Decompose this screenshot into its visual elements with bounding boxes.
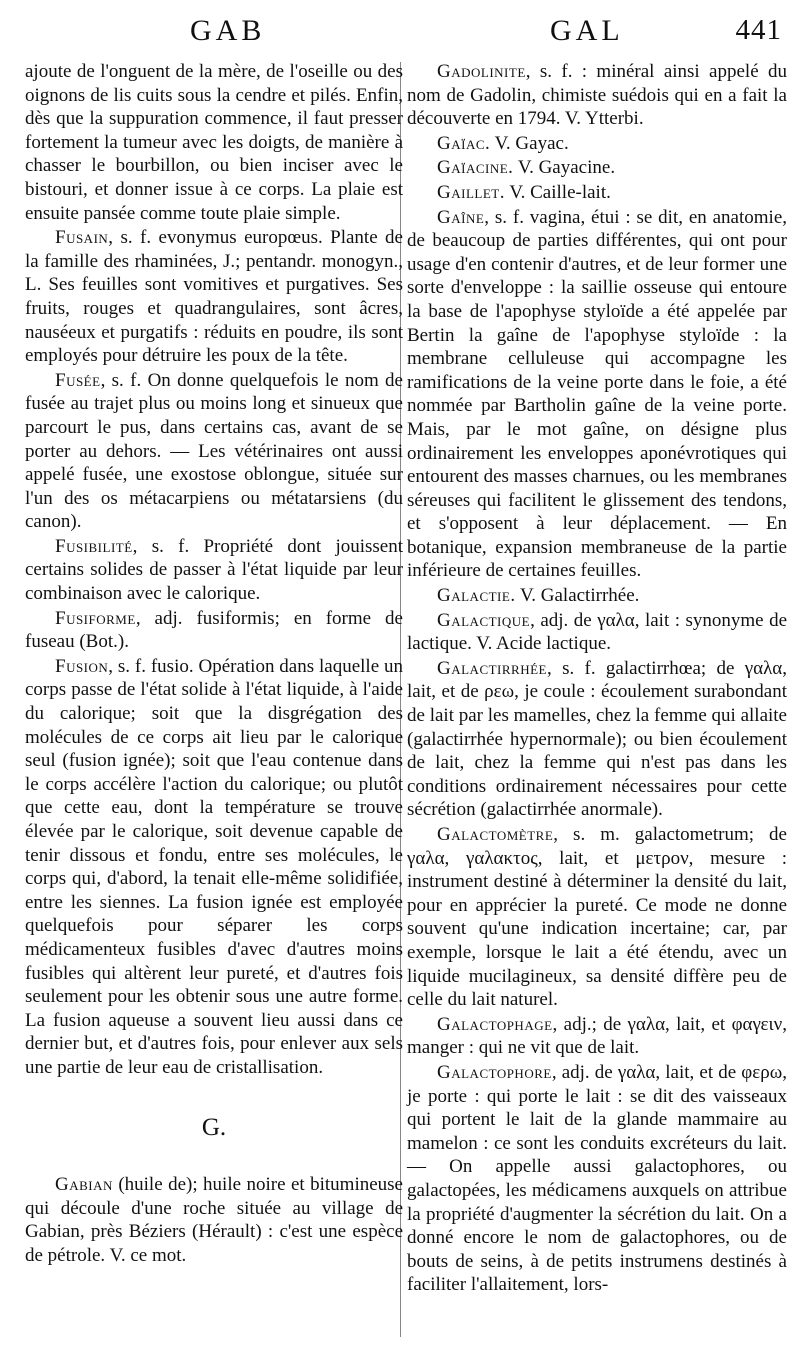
continued-text: ajoute de l'onguent de la mère, de l'oseille ou des oignons de lis cuits sous la cendre et pilés. Enfin, dès que la suppuration commence, il faut presser fortement la tumeur avec les doigts, de manière à chasser le bourbillon, ou bien inciser avec le bistouri, et donner issue à ce corps. La plaie est ensuite pansée comme toute plaie simple.: [25, 61, 403, 224]
headword: Galactomètre: [437, 824, 554, 845]
definition: , adj. de γαλα, lait : synonyme de lactique. V. Acide lactique.: [407, 609, 787, 655]
entry-galactometre: [407, 823, 787, 1012]
definition: , adj. fusiformis; en forme de fuseau (Bot.).: [25, 607, 403, 653]
definition: , adj. de γαλα, lait, et de φερω, je porte : qui porte le lait : se dit des vaisseaux qui portent le lait de la glande mammaire au mamelon : ce sont les conduits excréteurs du lait. — On appelle aussi galactophores, ou galactopées, les médicamens auxquels on attribue la propriété d'augmenter la sécrétion du lait. On a donné encore le nom de galactophores, ou de bouts de seins, à de petits instrumens destinés à faciliter l'allaitement, lors-: [407, 1061, 787, 1296]
definition: , s. f. : minéral ainsi appelé du nom de Gadolin, chimiste suédois qui en a fait la découverte en 1794. V. Ytterbi.: [407, 61, 787, 130]
running-header: [30, 14, 782, 58]
headword: Galactirrhée: [437, 657, 547, 679]
headword: Fusion: [55, 655, 109, 677]
left-column: [25, 60, 403, 1268]
definition: , s. f. fusio. Opération dans laquelle un corps passe de l'état solide à l'état liquide, à l'aide du calorique; soit que la disgrégation des molécules de ce corps ait lieu par le calorique seul (fusion ignée); soit que l'eau contenue dans le corps accélère l'action du calorique; ou plutôt que cette eau, dont la température se trouve élevée par le calorique, soit devenue capable de tenir dissous et fondu, entre ses molécules, le corps qui, d'abord, la tenait elle-même solidifiée, entre les siennes. La fusion ignée est employée quelquefois pour séparer les corps médicamenteux fusibles d'avec d'autres moins fusibles qui altèrent leur pureté, et d'autres fois seulement pour les obtenir sous une autre forme. La fusion aqueuse a souvent lieu aussi dans ce dernier but, et d'autres fois, pour enlever aux sels une partie de leur eau de cristallisation.: [25, 655, 403, 1078]
definition: V. Gayac.: [490, 132, 569, 154]
entry-gabian: [25, 1173, 403, 1267]
definition: V. Galactirrhée.: [515, 585, 640, 607]
entry-gaine: [407, 206, 787, 584]
definition: , s. f. galactirrhœa; de γαλα, lait, et de ρεω, je coule : écoulement surabondant de lait par les mamelles, chez la femme qui allaite (galactirrhée hypernormale); ou bien écoulement de lait, chez la femme qui n'est pas dans les conditions ordinairement nécessaires pour cette sécrétion (galactirrhée anormale).: [407, 657, 787, 821]
definition: V. Gayacine.: [513, 157, 616, 179]
headword: Gaillet.: [437, 181, 505, 203]
entry-galactique: [407, 609, 787, 656]
entry-galactophage: [407, 1013, 787, 1060]
entry-gadolinite: [407, 60, 787, 131]
definition: (huile de); huile noire et bitumineuse qui découle d'une roche située au village de Gabian, près Béziers (Hérault) : c'est une espèce de pétrole. V. ce mot.: [25, 1174, 403, 1266]
entry-galactophore: [407, 1061, 787, 1297]
headword: Fusain: [55, 227, 109, 249]
entry-galactie: [407, 584, 787, 608]
definition: , s. f. Propriété dont jouissent certains solides de passer à l'état liquide par leur combinaison avec le calorique.: [25, 535, 403, 605]
page-number: 441: [735, 14, 782, 46]
headword: Fusibilité: [55, 535, 133, 557]
headword: Gaïacine.: [437, 157, 514, 179]
headword: Galactie.: [437, 585, 516, 607]
entry-fusibilite: [25, 535, 403, 606]
entry-galactirrhee: [407, 657, 787, 822]
entry-fusion: [25, 655, 403, 1080]
definition: , s. f. vagina, étui : se dit, en anatomie, de beaucoup de parties différentes, qui ont pour usage d'en contenir d'autres, et de leur former une sorte d'enveloppe : la saillie osseuse qui entoure la base de l'apophyse styloïde a été appelée par Bertin la gaîne de l'apophyse styloïde : la membrane celluleuse qui accompagne les ramifications de la veine porte dans le foie, a été nommée par Bartholin gaîne de la veine porte. Mais, par le mot gaîne, on désigne plus ordinairement les enveloppes aponévrotiques qui entourent des masses charnues, ou les membranes séreuses qui facilitent le glissement des tendons, et s'opposent à leur déplacement. — En botanique, expansion membraneuse de la partie inférieure de certaines feuilles.: [407, 206, 787, 582]
definition: , adj.; de γαλα, lait, et φαγειν, manger : qui ne vit que de lait.: [407, 1013, 787, 1059]
entry-gaiacine: [407, 156, 787, 180]
definition: V. Caille-lait.: [504, 181, 611, 203]
definition: , s. f. evonymus europœus. Plante de la famille des rhaminées, J.; pentandr. monogyn., L. Ses feuilles sont vomitives et purgatives. Ses fruits, rouges et quadrangulaires, sont âcres, nauséeux et purgatifs : réduits en poudre, ils sont employés pour détruire les poux de la tête.: [25, 227, 403, 367]
headword: Fusiforme: [55, 607, 136, 629]
header-right: GAL: [550, 14, 624, 47]
entry-fusee: [25, 369, 403, 534]
entry-fusiforme: [25, 607, 403, 654]
definition: , s. m. galactometrum; de γαλα, γαλακτος, lait, et μετρον, mesure : instrument destiné à déterminer la densité du lait, pour en apprécier la pureté. Ce mode ne donne souvent qu'une indication incertaine; car, par exemple, lorsque le lait a été étendu, avec un liquide mucilagineux, sa densité diffère peu de celle du lait naturel.: [407, 824, 787, 1011]
header-left: GAB: [190, 14, 266, 47]
headword: Galactophage: [437, 1013, 553, 1035]
headword: Gadolinite: [437, 61, 526, 82]
definition: , s. f. On donne quelquefois le nom de fusée au trajet plus ou moins long et sinueux que parcourt le pus, dans certains cas, avant de se porter au dehors. — Les vétérinaires ont aussi appelé fusée, une exostose oblongue, située sur l'un des os métacarpiens ou métatarsiens (du canon).: [25, 369, 403, 533]
entry-gaillet: [407, 181, 787, 205]
headword: Fusée: [55, 369, 101, 391]
section-letter: G.: [201, 1113, 227, 1141]
headword: Galactique: [437, 609, 531, 631]
headword: Gaïac.: [437, 132, 491, 154]
entry-gaiac: [407, 132, 787, 156]
headword: Galactophore: [437, 1061, 552, 1083]
headword: Gaîne: [437, 206, 485, 228]
right-column: [407, 60, 787, 1297]
entry-fusain: [25, 226, 403, 368]
headword: Gabian: [55, 1174, 113, 1196]
